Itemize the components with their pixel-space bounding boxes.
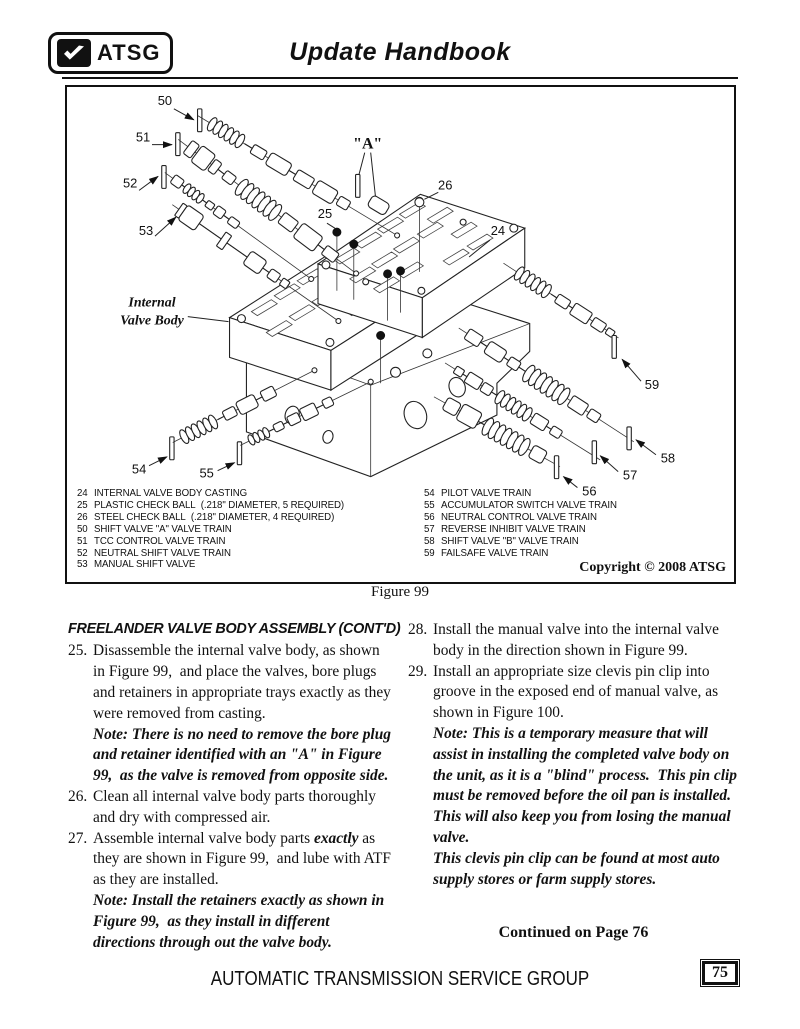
parts-row: 26 STEEL CHECK BALL (.218" DIAMETER, 4 REQUIRED) (77, 511, 335, 523)
parts-row: 54 PILOT VALVE TRAIN (424, 488, 532, 499)
figure-99-box (65, 85, 736, 584)
figure-caption: Figure 99 (371, 584, 429, 600)
parts-row: 58 SHIFT VALVE "B" VALVE TRAIN (424, 535, 579, 547)
step-26 (68, 787, 392, 829)
callout-55: 55 (199, 465, 214, 481)
parts-row: 59 FAILSAFE VALVE TRAIN (424, 547, 549, 559)
footer-organization: AUTOMATIC TRANSMISSION SERVICE GROUP (210, 968, 590, 990)
plastic-check-ball (376, 331, 385, 340)
step-text: Install the manual valve into the internal valve body in the direction shown in Figure 99. (433, 621, 719, 659)
parts-row: 52 NEUTRAL SHIFT VALVE TRAIN (77, 547, 231, 559)
internal-valve-body-label-line2: Valve Body (120, 313, 184, 329)
parts-row: 25 PLASTIC CHECK BALL (.218" DIAMETER, 5 REQUIRED) (77, 499, 345, 511)
atsg-logo-text: ATSG (97, 40, 161, 65)
callout-54: 54 (131, 461, 147, 477)
callout-51: 51 (135, 129, 151, 145)
text-column-right (408, 620, 739, 944)
callout-50: 50 (157, 92, 173, 108)
step-28 (408, 620, 739, 662)
header-divider (62, 77, 738, 79)
step-number: 25. (68, 642, 88, 660)
parts-row: 55 ACCUMULATOR SWITCH VALVE TRAIN (424, 499, 617, 511)
section-heading: FREELANDER VALVE BODY ASSEMBLY (CONT'D) (68, 621, 401, 637)
step-number: 26. (68, 788, 88, 806)
parts-row: 51 TCC CONTROL VALVE TRAIN (77, 535, 226, 547)
callout-a: "A" (353, 135, 383, 153)
step-number: 29. (408, 662, 428, 680)
plastic-check-ball (349, 240, 358, 249)
plastic-check-ball (332, 228, 341, 237)
step-25 (68, 641, 392, 787)
parts-row: 24 INTERNAL VALVE BODY CASTING (77, 488, 248, 499)
continued-on-page: Continued on Page 76 (498, 924, 649, 942)
step-number: 28. (408, 621, 428, 638)
callout-59: 59 (644, 377, 660, 393)
step-27 (68, 829, 392, 954)
callout-57: 57 (622, 467, 638, 483)
parts-row: 56 NEUTRAL CONTROL VALVE TRAIN (424, 511, 597, 523)
step-note: Note: There is no need to remove the bore plug and retainer identified with an "A" in Figure 99, as the valve is removed from opposite side. (93, 725, 391, 785)
callout-52: 52 (122, 175, 138, 191)
bore-plug-a (356, 153, 391, 216)
step-text: Clean all internal valve body parts thoroughly and dry with compressed air. (93, 788, 376, 826)
step-note-2: This clevis pin clip can be found at most auto supply stores or farm supply stores. (433, 849, 720, 888)
steel-check-ball (415, 198, 424, 207)
internal-valve-body-label-line1: Internal (128, 295, 176, 311)
parts-row: 53 MANUAL SHIFT VALVE (77, 559, 196, 571)
callout-24: 24 (490, 223, 506, 239)
step-29 (408, 662, 739, 891)
callout-53: 53 (138, 223, 154, 239)
step-text: Disassemble the internal valve body, as shown in Figure 99, and place the valves, bore plugs and retainers in appropriate trays exactly as they were removed from casting. (93, 642, 391, 722)
step-note: Note: This is a temporary measure that will assist in installing the completed valve body on the unit, as it is a "blind" process. This pin clip must be removed before the oil pan is installed. This will also keep you from losing the manual valve. (433, 724, 738, 846)
page-number: 75 (702, 961, 738, 985)
callout-56: 56 (582, 483, 597, 499)
step-text: Assemble internal valve body parts exactly as they are shown in Figure 99, and lube with ATF as they are installed. (93, 829, 391, 889)
callout-26: 26 (438, 177, 453, 193)
parts-list-left (77, 488, 344, 571)
parts-list-right (424, 488, 617, 559)
step-note: Note: Install the retainers exactly as shown in Figure 99, as they install in different directions through out the valve body. (93, 892, 385, 951)
figure-copyright: Copyright © 2008 ATSG (579, 560, 726, 575)
text-column-left (68, 620, 401, 953)
plastic-check-ball (383, 269, 392, 278)
step-number: 27. (68, 829, 88, 847)
step-text: Install an appropriate size clevis pin clip into groove in the exposed end of manual valve, as shown in Figure 100. (433, 662, 719, 722)
callout-58: 58 (660, 450, 676, 466)
page-title: Update Handbook (289, 38, 511, 66)
valve-train-51 (172, 132, 364, 283)
parts-row: 57 REVERSE INHIBIT VALVE TRAIN (424, 523, 586, 535)
plastic-check-ball (396, 266, 405, 275)
callout-25: 25 (317, 206, 333, 222)
parts-row: 50 SHIFT VALVE "A" VALVE TRAIN (77, 523, 232, 535)
page-number-box (700, 959, 740, 987)
